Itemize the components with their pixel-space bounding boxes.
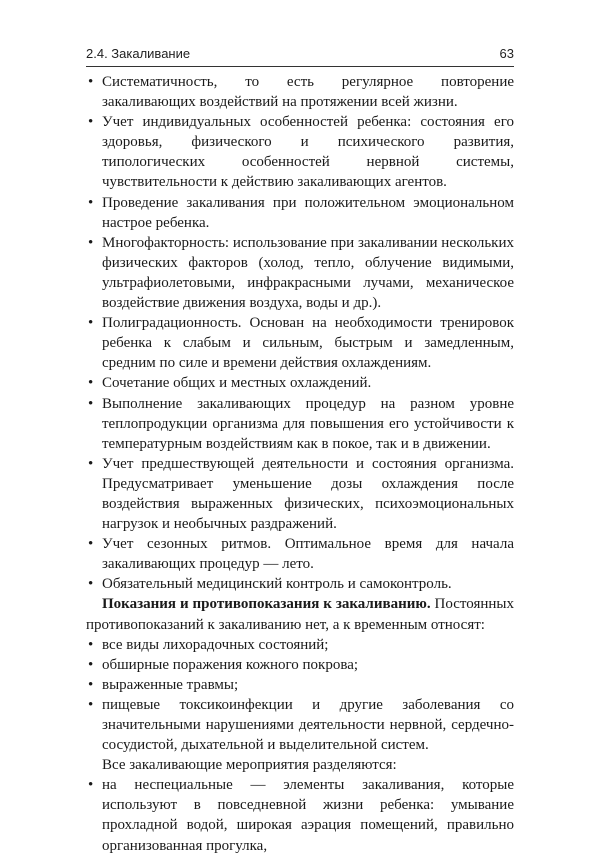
page-body xyxy=(86,72,514,856)
section-title: 2.4. Закаливание xyxy=(86,46,191,61)
list-item: • выраженные травмы; xyxy=(86,675,514,695)
division-intro: Все закаливающие мероприятия разделяются: xyxy=(102,757,397,774)
header-rule xyxy=(86,66,514,67)
principles-list xyxy=(86,72,514,594)
list-item: • на неспециальные — элементы закаливания, которые используют в повседневной жизни ребенка: умывание прохладной водой, широкая аэрация помещений, правильно организованная прогулка, xyxy=(86,775,514,855)
list-item: • пищевые токсикоинфекции и другие заболевания со значительными нарушениями деятельности нервной, сердечно-сосудистой, дыхательной и выделительной систем. xyxy=(86,695,514,755)
list-item: • обширные поражения кожного покрова; xyxy=(86,655,514,675)
list-item: • Многофакторность: использование при закаливании нескольких физических факторов (холод, тепло, облучение видимыми, ультрафиолетовыми, инфракрасными лучами, механическое воздействие движения воздуха, воды и др.). xyxy=(86,233,514,313)
contraindications-list xyxy=(86,635,514,756)
list-item: • Выполнение закаливающих процедур на разном уровне теплопродукции организма для повышения его устойчивости к температурным воздействиям как в покое, так и в движении. xyxy=(86,394,514,454)
list-item: • Учет сезонных ритмов. Оптимальное время для начала закаливающих процедур — лето. xyxy=(86,534,514,574)
running-head xyxy=(86,46,514,61)
list-item: • Обязательный медицинский контроль и самоконтроль. xyxy=(86,574,514,594)
page-number: 63 xyxy=(499,46,514,61)
contraindications-paragraph xyxy=(86,594,514,634)
contraindications-text: Постоянных противопоказаний к закаливанию нет, а к временным относят: xyxy=(86,596,515,633)
division-list xyxy=(86,775,514,855)
contraindications-heading: Показания и противопоказания к закаливанию. xyxy=(102,596,431,613)
list-item: • все виды лихорадочных состояний; xyxy=(86,635,514,655)
list-item: • Учет предшествующей деятельности и состояния организма. Предусматривает уменьшение дозы охлаждения после воздействия выраженных физических, психоэмоциональных нагрузок и необычных раздражений. xyxy=(86,454,514,534)
list-item: • Сочетание общих и местных охлаждений. xyxy=(86,373,514,393)
list-item: • Полиградационность. Основан на необходимости тренировок ребенка к слабым и сильным, быстрым и замедленным, средним по силе и времени действия охлаждениям. xyxy=(86,313,514,373)
list-item: • Проведение закаливания при положительном эмоциональном настрое ребенка. xyxy=(86,193,514,233)
list-item: • Учет индивидуальных особенностей ребенка: состояния его здоровья, физического и психического развития, типологических особенностей нервной системы, чувствительности к действию закаливающих агентов. xyxy=(86,112,514,192)
list-item: • Систематичность, то есть регулярное повторение закаливающих воздействий на протяжении всей жизни. xyxy=(86,72,514,112)
